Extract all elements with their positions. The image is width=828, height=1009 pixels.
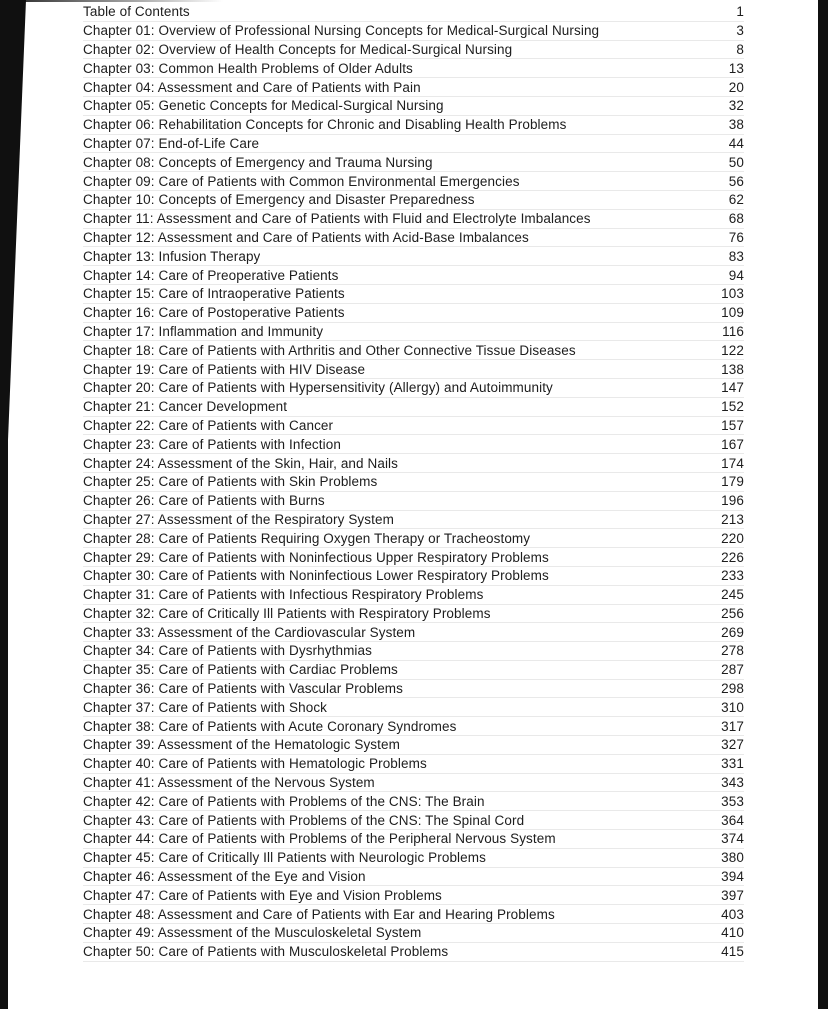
toc-entry-page-number: 269	[721, 624, 744, 640]
toc-entry-page-number: 56	[728, 173, 744, 189]
toc-entry-title: Chapter 16: Care of Postoperative Patients	[83, 305, 345, 321]
toc-entry-title: Chapter 30: Care of Patients with Noninfectious Lower Respiratory Problems	[83, 568, 549, 584]
toc-entry-title: Chapter 31: Care of Patients with Infectious Respiratory Problems	[83, 587, 484, 603]
toc-entry-title: Chapter 45: Care of Critically Ill Patients with Neurologic Problems	[83, 850, 486, 866]
toc-entry-page-number: 196	[721, 493, 744, 509]
toc-row	[83, 22, 744, 41]
toc-entry-page-number: 220	[721, 530, 744, 546]
toc-entry-title: Chapter 34: Care of Patients with Dysrhythmias	[83, 643, 372, 659]
toc-entry-title: Chapter 41: Assessment of the Nervous System	[83, 775, 375, 791]
toc-entry-page-number: 83	[728, 248, 744, 264]
page-top-edge-shadow	[8, 0, 223, 2]
toc-entry-title: Chapter 14: Care of Preoperative Patients	[83, 267, 339, 283]
toc-entry-page-number: 3	[736, 23, 744, 39]
toc-entry-page-number: 38	[728, 117, 744, 133]
toc-row	[83, 78, 744, 97]
toc-row	[83, 41, 744, 60]
toc-entry-page-number: 157	[721, 417, 744, 433]
toc-entry-title: Chapter 02: Overview of Health Concepts for Medical-Surgical Nursing	[83, 41, 513, 57]
toc-row	[83, 59, 744, 78]
toc-row	[83, 116, 744, 135]
toc-entry-page-number: 353	[721, 793, 744, 809]
toc-entry-page-number: 32	[728, 98, 744, 114]
toc-entry-page-number: 174	[721, 455, 744, 471]
toc-row	[83, 341, 744, 360]
toc-entry-page-number: 68	[728, 211, 744, 227]
toc-entry-page-number: 8	[736, 41, 744, 57]
table-of-contents	[83, 3, 744, 962]
toc-entry-page-number: 94	[728, 267, 744, 283]
toc-entry-page-number: 20	[728, 79, 744, 95]
toc-entry-page-number: 397	[721, 887, 744, 903]
toc-entry-title: Chapter 25: Care of Patients with Skin Problems	[83, 474, 378, 490]
toc-entry-page-number: 410	[721, 925, 744, 941]
toc-entry-page-number: 343	[721, 775, 744, 791]
toc-entry-title: Chapter 36: Care of Patients with Vascular Problems	[83, 681, 403, 697]
toc-entry-page-number: 298	[721, 681, 744, 697]
toc-entry-page-number: 310	[721, 699, 744, 715]
toc-entry-title: Chapter 33: Assessment of the Cardiovascular System	[83, 624, 416, 640]
toc-entry-title: Chapter 19: Care of Patients with HIV Disease	[83, 361, 366, 377]
toc-entry-title: Chapter 07: End-of-Life Care	[83, 135, 260, 151]
toc-row	[83, 830, 744, 849]
toc-entry-title: Chapter 26: Care of Patients with Burns	[83, 493, 325, 509]
toc-row	[83, 135, 744, 154]
toc-entry-title: Chapter 06: Rehabilitation Concepts for Chronic and Disabling Health Problems	[83, 117, 567, 133]
toc-row	[83, 210, 744, 229]
toc-row	[83, 736, 744, 755]
toc-entry-page-number: 403	[721, 906, 744, 922]
toc-row	[83, 642, 744, 661]
toc-row	[83, 661, 744, 680]
toc-row	[83, 379, 744, 398]
toc-row	[83, 285, 744, 304]
toc-row	[83, 266, 744, 285]
toc-row	[83, 3, 744, 22]
toc-entry-page-number: 109	[721, 305, 744, 321]
page-edge-shadow	[8, 0, 26, 440]
toc-row	[83, 511, 744, 530]
toc-entry-title: Chapter 08: Concepts of Emergency and Trauma Nursing	[83, 154, 433, 170]
toc-row	[83, 605, 744, 624]
toc-entry-title: Chapter 46: Assessment of the Eye and Vision	[83, 869, 366, 885]
toc-entry-page-number: 213	[721, 511, 744, 527]
toc-row	[83, 398, 744, 417]
toc-entry-title: Chapter 23: Care of Patients with Infection	[83, 436, 341, 452]
toc-row	[83, 97, 744, 116]
toc-entry-title: Chapter 21: Cancer Development	[83, 399, 288, 415]
toc-row	[83, 153, 744, 172]
toc-entry-title: Chapter 15: Care of Intraoperative Patients	[83, 286, 345, 302]
toc-row	[83, 905, 744, 924]
toc-row	[83, 360, 744, 379]
toc-row	[83, 454, 744, 473]
toc-entry-title: Chapter 37: Care of Patients with Shock	[83, 699, 328, 715]
toc-row	[83, 304, 744, 323]
toc-entry-title: Chapter 44: Care of Patients with Problems of the Peripheral Nervous System	[83, 831, 556, 847]
toc-row	[83, 886, 744, 905]
toc-row	[83, 229, 744, 248]
toc-row	[83, 172, 744, 191]
toc-entry-title: Chapter 38: Care of Patients with Acute Coronary Syndromes	[83, 718, 457, 734]
toc-entry-page-number: 380	[721, 850, 744, 866]
toc-entry-page-number: 317	[721, 718, 744, 734]
toc-entry-page-number: 1	[736, 4, 744, 20]
toc-entry-title: Chapter 49: Assessment of the Musculoskeletal System	[83, 925, 422, 941]
toc-row	[83, 774, 744, 793]
toc-entry-title: Chapter 28: Care of Patients Requiring Oxygen Therapy or Tracheostomy	[83, 530, 531, 546]
toc-row	[83, 567, 744, 586]
toc-entry-page-number: 179	[721, 474, 744, 490]
toc-entry-page-number: 327	[721, 737, 744, 753]
toc-entry-page-number: 394	[721, 869, 744, 885]
toc-entry-page-number: 374	[721, 831, 744, 847]
toc-entry-page-number: 13	[728, 60, 744, 76]
toc-entry-page-number: 245	[721, 587, 744, 603]
toc-entry-page-number: 415	[721, 944, 744, 960]
toc-row	[83, 473, 744, 492]
toc-entry-page-number: 278	[721, 643, 744, 659]
toc-entry-page-number: 364	[721, 812, 744, 828]
toc-entry-title: Chapter 50: Care of Patients with Musculoskeletal Problems	[83, 944, 449, 960]
toc-row	[83, 755, 744, 774]
toc-row	[83, 849, 744, 868]
toc-entry-title: Chapter 24: Assessment of the Skin, Hair, and Nails	[83, 455, 399, 471]
toc-entry-title: Table of Contents	[83, 4, 190, 20]
toc-entry-page-number: 50	[728, 154, 744, 170]
toc-entry-title: Chapter 12: Assessment and Care of Patients with Acid-Base Imbalances	[83, 229, 529, 245]
toc-row	[83, 792, 744, 811]
toc-entry-title: Chapter 22: Care of Patients with Cancer	[83, 417, 334, 433]
toc-entry-title: Chapter 09: Care of Patients with Common Environmental Emergencies	[83, 173, 520, 189]
toc-entry-page-number: 147	[721, 380, 744, 396]
toc-entry-page-number: 138	[721, 361, 744, 377]
toc-entry-title: Chapter 10: Concepts of Emergency and Disaster Preparedness	[83, 192, 475, 208]
toc-entry-title: Chapter 29: Care of Patients with Noninfectious Upper Respiratory Problems	[83, 549, 549, 565]
toc-row	[83, 698, 744, 717]
toc-row	[83, 717, 744, 736]
toc-row	[83, 868, 744, 887]
toc-entry-title: Chapter 17: Inflammation and Immunity	[83, 323, 324, 339]
toc-entry-page-number: 256	[721, 605, 744, 621]
toc-entry-title: Chapter 43: Care of Patients with Problems of the CNS: The Spinal Cord	[83, 812, 525, 828]
toc-row	[83, 492, 744, 511]
toc-entry-title: Chapter 05: Genetic Concepts for Medical-Surgical Nursing	[83, 98, 444, 114]
toc-entry-title: Chapter 47: Care of Patients with Eye and Vision Problems	[83, 887, 442, 903]
toc-entry-title: Chapter 27: Assessment of the Respiratory System	[83, 511, 394, 527]
toc-entry-title: Chapter 01: Overview of Professional Nursing Concepts for Medical-Surgical Nursing	[83, 23, 600, 39]
toc-entry-page-number: 233	[721, 568, 744, 584]
toc-entry-title: Chapter 03: Common Health Problems of Older Adults	[83, 60, 413, 76]
toc-entry-page-number: 76	[728, 229, 744, 245]
toc-row	[83, 529, 744, 548]
toc-entry-title: Chapter 42: Care of Patients with Problems of the CNS: The Brain	[83, 793, 485, 809]
toc-row	[83, 247, 744, 266]
toc-entry-page-number: 167	[721, 436, 744, 452]
toc-entry-title: Chapter 18: Care of Patients with Arthritis and Other Connective Tissue Diseases	[83, 342, 576, 358]
toc-entry-page-number: 331	[721, 756, 744, 772]
toc-entry-title: Chapter 32: Care of Critically Ill Patients with Respiratory Problems	[83, 605, 491, 621]
toc-entry-title: Chapter 48: Assessment and Care of Patients with Ear and Hearing Problems	[83, 906, 555, 922]
toc-entry-title: Chapter 13: Infusion Therapy	[83, 248, 261, 264]
toc-entry-page-number: 44	[728, 135, 744, 151]
toc-entry-page-number: 122	[721, 342, 744, 358]
toc-entry-page-number: 287	[721, 662, 744, 678]
toc-row	[83, 417, 744, 436]
toc-row	[83, 680, 744, 699]
toc-entry-page-number: 103	[721, 286, 744, 302]
toc-row	[83, 435, 744, 454]
toc-entry-title: Chapter 35: Care of Patients with Cardiac Problems	[83, 662, 398, 678]
toc-entry-title: Chapter 20: Care of Patients with Hypersensitivity (Allergy) and Autoimmunity	[83, 380, 553, 396]
toc-row	[83, 623, 744, 642]
toc-row	[83, 191, 744, 210]
toc-entry-page-number: 62	[728, 192, 744, 208]
toc-entry-title: Chapter 04: Assessment and Care of Patients with Pain	[83, 79, 421, 95]
toc-row	[83, 323, 744, 342]
toc-row	[83, 811, 744, 830]
toc-row	[83, 586, 744, 605]
toc-row	[83, 548, 744, 567]
toc-row	[83, 943, 744, 962]
toc-entry-title: Chapter 39: Assessment of the Hematologic System	[83, 737, 400, 753]
toc-row	[83, 924, 744, 943]
document-page	[8, 0, 818, 1009]
toc-entry-page-number: 116	[722, 323, 744, 339]
toc-entry-page-number: 152	[721, 399, 744, 415]
toc-entry-title: Chapter 11: Assessment and Care of Patients with Fluid and Electrolyte Imbalances	[83, 211, 591, 227]
toc-entry-title: Chapter 40: Care of Patients with Hematologic Problems	[83, 756, 427, 772]
toc-entry-page-number: 226	[721, 549, 744, 565]
